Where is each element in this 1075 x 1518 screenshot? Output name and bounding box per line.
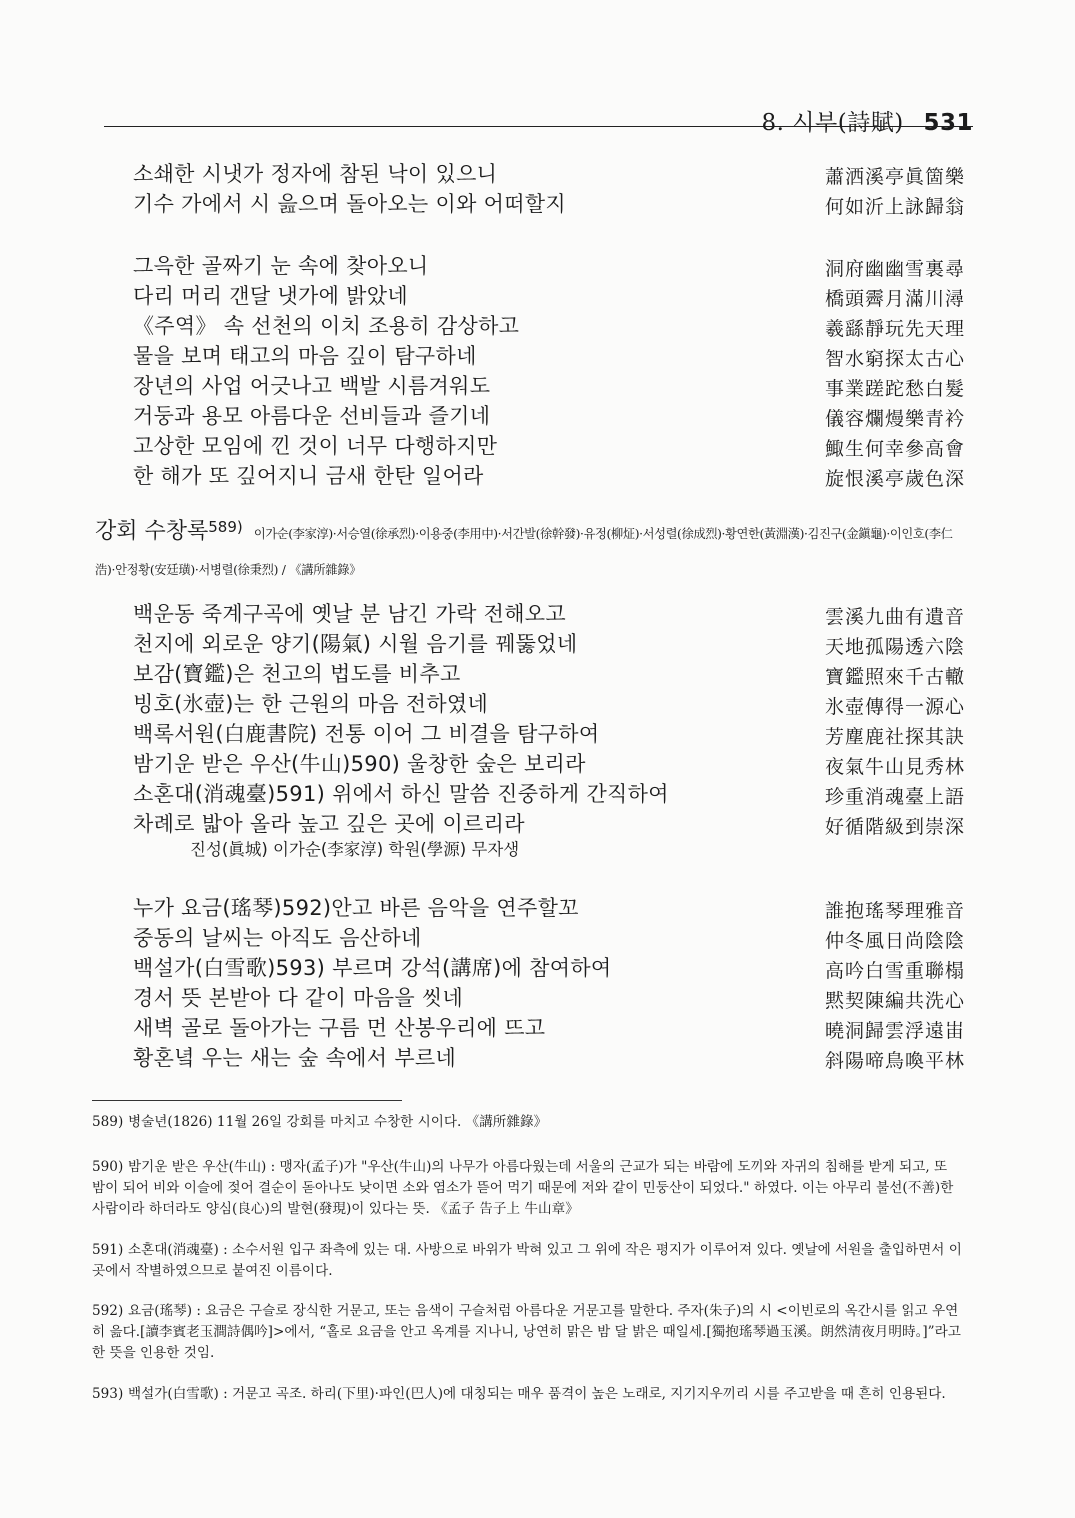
korean-verse: 그윽한 골짜기 눈 속에 찾아오니: [133, 254, 429, 278]
korean-verse: 소쇄한 시냇가 정자에 참된 낙이 있으니: [133, 162, 498, 186]
hanja-verse: 高吟白雪重聯榻: [824, 960, 965, 982]
footnote: [92, 1301, 962, 1364]
hanja-verse: 芳塵鹿社探其訣: [824, 726, 965, 748]
hanja-verse: 曉洞歸雲浮遠峀: [824, 1020, 965, 1042]
poem-line: [133, 808, 965, 838]
hanja-verse: 鯫生何幸參高會: [824, 438, 965, 460]
hanja-verse: 斜陽啼鳥喚平林: [824, 1050, 965, 1072]
korean-verse: 새벽 골로 돌아가는 구름 먼 산봉우리에 뜨고: [133, 1016, 546, 1040]
footnote-marker: 589): [208, 518, 243, 536]
section-heading: [95, 514, 953, 545]
korean-verse: 경서 뜻 본받아 다 같이 마음을 씻네: [133, 986, 464, 1010]
hanja-verse: 事業蹉跎愁白髮: [824, 378, 965, 400]
footnote-number: 590): [92, 1159, 124, 1175]
poem-line: [133, 280, 965, 310]
korean-verse: 《주역》 속 선천의 이치 조용히 감상하고: [133, 314, 520, 338]
hanja-verse: 洞府幽幽雪裏尋: [824, 258, 965, 280]
footnote-text: 소혼대(消魂臺) : 소수서원 입구 좌측에 있는 대. 사방으로 바위가 박혀 있고 그 위에 작은 평지가 이루어져 있다. 옛날에 서원을 출입하면서 이곳에서 작별하였으므로 붙여진 이름이다.: [92, 1242, 962, 1279]
korean-verse: 다리 머리 갠달 냇가에 밝았네: [133, 284, 408, 308]
poem-line: [133, 688, 965, 718]
korean-verse: 천지에 외로운 양기(陽氣) 시월 음기를 꿰뚫었네: [133, 632, 578, 656]
poem-line: [133, 250, 965, 280]
hanja-verse: 羲繇靜玩先天理: [824, 318, 965, 340]
poem-line: [133, 952, 965, 982]
chapter-title: 8. 시부(詩賦): [761, 110, 904, 136]
hanja-verse: 橋頭霽月滿川潯: [824, 288, 965, 310]
poem-line: [133, 778, 965, 808]
hanja-verse: 天地孤陽透六陰: [824, 636, 965, 658]
korean-verse: 보감(寶鑑)은 천고의 법도를 비추고: [133, 662, 461, 686]
korean-verse: 차례로 밟아 올라 높고 깊은 곳에 이르리라: [133, 812, 525, 836]
korean-verse: 기수 가에서 시 읊으며 돌아오는 이와 어떠할지: [133, 192, 566, 216]
footnote-number: 589): [92, 1114, 124, 1130]
korean-verse: 중동의 날씨는 아직도 음산하네: [133, 926, 422, 950]
poem-author: 진성(眞城) 이가순(李家淳) 학원(學源) 무자생: [190, 840, 520, 859]
poem-line: [133, 598, 965, 628]
poem-line: [133, 628, 965, 658]
footnote: [92, 1384, 962, 1405]
poem-line: [133, 430, 965, 460]
poem-line: [133, 460, 965, 490]
poem-line: [133, 1012, 965, 1042]
footnote-number: 592): [92, 1303, 124, 1319]
hanja-verse: 誰抱瑤琴理雅音: [824, 900, 965, 922]
korean-verse: 누가 요금(瑤琴)592)안고 바른 음악을 연주할꼬: [133, 896, 579, 920]
hanja-verse: 雲溪九曲有遺音: [824, 606, 965, 628]
hanja-verse: 寶鑑照來千古轍: [824, 666, 965, 688]
footnote-rule: [92, 1100, 402, 1101]
hanja-verse: 儀容爛熳樂青衿: [824, 408, 965, 430]
footnote-text: 요금(瑤琴) : 요금은 구슬로 장식한 거문고, 또는 음색이 구슬처럼 아름다운 거문고를 말한다. 주자(朱子)의 시 <이빈로의 옥간시를 읽고 우연히 읊다.[讀李賓老玉澗詩偶吟]>에서, “홀로 요금을 안고 옥계를 지나니, 낭연히 맑은 밤 달 밝은 때일세.[獨抱瑤琴過玉溪。朗然淸夜月明時。]”라고 한 뜻을 인용한 것임.: [92, 1303, 961, 1361]
poem-line: [133, 188, 965, 218]
korean-verse: 소혼대(消魂臺)591) 위에서 하신 말씀 진중하게 간직하여: [133, 782, 669, 806]
footnote-text: 병술년(1826) 11월 26일 강회를 마치고 수창한 시이다. 《講所雜錄》: [128, 1114, 548, 1130]
section-title: 강회 수창록: [95, 519, 209, 544]
poem-line: [133, 158, 965, 188]
poem-line: [133, 658, 965, 688]
poem-line: [133, 1042, 965, 1072]
poem-line: [133, 718, 965, 748]
footnote: [92, 1157, 962, 1220]
hanja-verse: 氷壺傳得一源心: [824, 696, 965, 718]
hanja-verse: 何如沂上詠歸翁: [824, 196, 965, 218]
running-header: [762, 104, 973, 137]
korean-verse: 백운동 죽계구곡에 옛날 분 남긴 가락 전해오고: [133, 602, 566, 626]
hanja-verse: 旋恨溪亭歲色深: [824, 468, 965, 490]
korean-verse: 황혼녘 우는 새는 숲 속에서 부르네: [133, 1046, 457, 1070]
footnote-text: 백설가(白雪歌) : 거문고 곡조. 하리(下里)·파인(巴人)에 대칭되는 매우 품격이 높은 노래로, 지기지우끼리 시를 주고받을 때 흔히 인용된다.: [128, 1386, 946, 1402]
hanja-verse: 蕭洒溪亭眞箇樂: [824, 166, 965, 188]
korean-verse: 물을 보며 태고의 마음 깊이 탐구하네: [133, 344, 477, 368]
hanja-verse: 仲冬風日尚陰陰: [824, 930, 965, 952]
korean-verse: 한 해가 또 깊어지니 금새 한탄 일어라: [133, 464, 484, 488]
poem-line: [133, 892, 965, 922]
hanja-verse: 夜氣牛山見秀林: [824, 756, 965, 778]
korean-verse: 고상한 모임에 낀 것이 너무 다행하지만: [133, 434, 498, 458]
hanja-verse: 黙契陳編共洗心: [824, 990, 965, 1012]
page-number: 531: [923, 110, 973, 136]
hanja-verse: 好循階級到崇深: [824, 816, 965, 838]
poem-line: [133, 310, 965, 340]
poem-line: [133, 982, 965, 1012]
participants-continued: 浩)·안정황(安廷璜)·서병렬(徐秉烈) / 《講所雜錄》: [95, 563, 362, 577]
poem-line: [133, 340, 965, 370]
korean-verse: 백설가(白雪歌)593) 부르며 강석(講席)에 참여하여: [133, 956, 612, 980]
poem-line: [133, 922, 965, 952]
footnote-number: 593): [92, 1386, 124, 1402]
footnote-text: 밤기운 받은 우산(牛山) : 맹자(孟子)가 "우산(牛山)의 나무가 아름다웠는데 서울의 근교가 되는 바람에 도끼와 자귀의 침해를 받게 되고, 또 밤이 되어 비와 이슬에 젖어 결순이 돋아나도 낮이면 소와 염소가 뜯어 먹기 때문에 저와 같이 민둥산이 되었다." 하였다. 이는 아무리 불선(不善)한 사람이라 하더라도 양심(良心)의 발현(發現)이 있다는 뜻. 《孟子 告子上 牛山章》: [92, 1159, 954, 1217]
korean-verse: 거둥과 용모 아름다운 선비들과 즐기네: [133, 404, 491, 428]
footnote-number: 591): [92, 1242, 124, 1258]
korean-verse: 백록서원(白鹿書院) 전통 이어 그 비결을 탐구하여: [133, 722, 600, 746]
footnote: [92, 1112, 962, 1133]
poem-line: [133, 370, 965, 400]
korean-verse: 장년의 사업 어긋나고 백발 시름겨워도: [133, 374, 491, 398]
hanja-verse: 智水窮探太古心: [824, 348, 965, 370]
poem-line: [133, 748, 965, 778]
header-rule: [104, 126, 973, 127]
hanja-verse: 珍重消魂臺上語: [824, 786, 965, 808]
participants: 이가순(李家淳)·서승열(徐承烈)·이용중(李用中)·서간발(徐幹發)·유정(柳炡)·서성렬(徐成烈)·황연한(黃淵漢)·김진구(金鎭龜)·이인호(李仁: [253, 527, 953, 541]
poem-line: [133, 400, 965, 430]
korean-verse: 밤기운 받은 우산(牛山)590) 울창한 숲은 보리라: [133, 752, 586, 776]
korean-verse: 빙호(氷壺)는 한 근원의 마음 전하였네: [133, 692, 489, 716]
footnote: [92, 1240, 962, 1282]
